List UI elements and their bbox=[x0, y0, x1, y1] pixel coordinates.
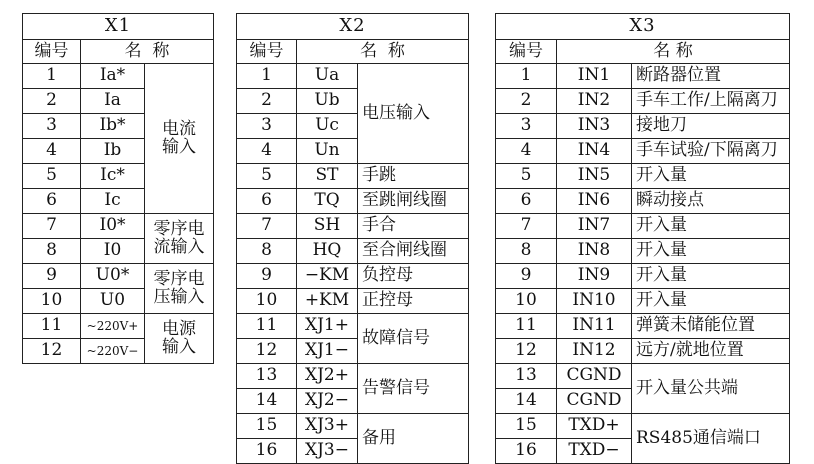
terminal-signal: CGND bbox=[557, 364, 632, 389]
terminal-number: 7 bbox=[237, 214, 297, 239]
terminal-signal: CGND bbox=[557, 389, 632, 414]
group-power-input: 电源 输入 bbox=[145, 314, 214, 364]
terminal-number: 12 bbox=[23, 339, 81, 364]
terminal-number: 4 bbox=[23, 139, 81, 164]
terminal-signal: U0* bbox=[81, 264, 145, 289]
terminal-signal: Ia bbox=[81, 89, 145, 114]
terminal-number: 16 bbox=[496, 439, 557, 464]
terminal-signal: IN10 bbox=[557, 289, 632, 314]
terminal-number: 15 bbox=[496, 414, 557, 439]
terminal-number: 6 bbox=[23, 189, 81, 214]
terminal-number: 9 bbox=[237, 264, 297, 289]
terminal-signal: Ib* bbox=[81, 114, 145, 139]
terminal-signal: IN2 bbox=[557, 89, 632, 114]
terminal-number: 7 bbox=[496, 214, 557, 239]
fault-signal-label: 故障信号 bbox=[358, 314, 469, 364]
terminal-table-x2 bbox=[236, 13, 469, 464]
terminal-number: 5 bbox=[496, 164, 557, 189]
terminal-description: 断路器位置 bbox=[632, 64, 790, 89]
terminal-signal: IN8 bbox=[557, 239, 632, 264]
terminal-signal: TQ bbox=[297, 189, 358, 214]
spare-label: 备用 bbox=[358, 414, 469, 464]
terminal-number: 1 bbox=[496, 64, 557, 89]
header-number: 编号 bbox=[237, 40, 297, 64]
terminal-signal: U0 bbox=[81, 289, 145, 314]
terminal-signal: Ub bbox=[297, 89, 358, 114]
terminal-signal: HQ bbox=[297, 239, 358, 264]
terminal-number: 3 bbox=[237, 114, 297, 139]
terminal-signal: XJ2+ bbox=[297, 364, 358, 389]
terminal-signal: Un bbox=[297, 139, 358, 164]
terminal-description: 开入量 bbox=[632, 164, 790, 189]
terminal-number: 8 bbox=[237, 239, 297, 264]
terminal-signal: TXD+ bbox=[557, 414, 632, 439]
terminal-signal: I0* bbox=[81, 214, 145, 239]
terminal-signal: Ua bbox=[297, 64, 358, 89]
terminal-signal: IN11 bbox=[557, 314, 632, 339]
terminal-signal: +KM bbox=[297, 289, 358, 314]
terminal-signal: Ic* bbox=[81, 164, 145, 189]
table-title: X3 bbox=[496, 14, 790, 40]
terminal-description: 接地刀 bbox=[632, 114, 790, 139]
terminal-signal: −KM bbox=[297, 264, 358, 289]
voltage-input-label: 电压输入 bbox=[358, 64, 469, 164]
terminal-number: 3 bbox=[496, 114, 557, 139]
terminal-description: 开入量 bbox=[632, 289, 790, 314]
terminal-signal: Ia* bbox=[81, 64, 145, 89]
terminal-number: 11 bbox=[496, 314, 557, 339]
terminal-signal: IN7 bbox=[557, 214, 632, 239]
terminal-signal: XJ1− bbox=[297, 339, 358, 364]
terminal-signal: Ic bbox=[81, 189, 145, 214]
terminal-number: 11 bbox=[23, 314, 81, 339]
terminal-description: 开入量 bbox=[632, 239, 790, 264]
header-number: 编号 bbox=[23, 40, 81, 64]
terminal-number: 10 bbox=[23, 289, 81, 314]
terminal-number: 9 bbox=[496, 264, 557, 289]
terminal-description: 至合闸线圈 bbox=[358, 239, 469, 264]
terminal-number: 2 bbox=[237, 89, 297, 114]
terminal-number: 15 bbox=[237, 414, 297, 439]
terminal-signal: ~220V+ bbox=[81, 314, 145, 339]
terminal-signal: ST bbox=[297, 164, 358, 189]
terminal-description: 正控母 bbox=[358, 289, 469, 314]
terminal-number: 3 bbox=[23, 114, 81, 139]
terminal-number: 4 bbox=[237, 139, 297, 164]
terminal-description: 手车试验/下隔离刀 bbox=[632, 139, 790, 164]
terminal-signal: XJ3− bbox=[297, 439, 358, 464]
terminal-number: 7 bbox=[23, 214, 81, 239]
terminal-number: 5 bbox=[237, 164, 297, 189]
common-terminal-label: 开入量公共端 bbox=[632, 364, 790, 414]
terminal-signal: XJ3+ bbox=[297, 414, 358, 439]
terminal-description: 负控母 bbox=[358, 264, 469, 289]
terminal-description: 弹簧未储能位置 bbox=[632, 314, 790, 339]
terminal-signal: ~220V− bbox=[81, 339, 145, 364]
terminal-number: 12 bbox=[237, 339, 297, 364]
group-zero-voltage-input: 零序电 压输入 bbox=[145, 264, 214, 314]
terminal-signal: Ib bbox=[81, 139, 145, 164]
terminal-signal: IN1 bbox=[557, 64, 632, 89]
terminal-description: 手合 bbox=[358, 214, 469, 239]
terminal-signal: Uc bbox=[297, 114, 358, 139]
terminal-signal: IN5 bbox=[557, 164, 632, 189]
terminal-signal: SH bbox=[297, 214, 358, 239]
terminal-number: 8 bbox=[23, 239, 81, 264]
terminal-number: 6 bbox=[237, 189, 297, 214]
terminal-description: 手车工作/上隔离刀 bbox=[632, 89, 790, 114]
table-title: X1 bbox=[23, 14, 214, 40]
terminal-number: 16 bbox=[237, 439, 297, 464]
terminal-number: 12 bbox=[496, 339, 557, 364]
terminal-number: 13 bbox=[237, 364, 297, 389]
alarm-signal-label: 告警信号 bbox=[358, 364, 469, 414]
terminal-signal: XJ1+ bbox=[297, 314, 358, 339]
terminal-number: 1 bbox=[237, 64, 297, 89]
terminal-signal: IN3 bbox=[557, 114, 632, 139]
header-name: 名 称 bbox=[297, 40, 469, 64]
rs485-port-label: RS485通信端口 bbox=[632, 414, 790, 464]
terminal-signal: IN6 bbox=[557, 189, 632, 214]
terminal-table-x1 bbox=[22, 13, 214, 364]
terminal-signal: I0 bbox=[81, 239, 145, 264]
group-current-input: 电流 输入 bbox=[145, 64, 214, 214]
terminal-signal: IN4 bbox=[557, 139, 632, 164]
group-zero-current-input: 零序电 流输入 bbox=[145, 214, 214, 264]
header-number: 编号 bbox=[496, 40, 557, 64]
terminal-number: 1 bbox=[23, 64, 81, 89]
terminal-number: 2 bbox=[496, 89, 557, 114]
terminal-description: 至跳闸线圈 bbox=[358, 189, 469, 214]
terminal-description: 手跳 bbox=[358, 164, 469, 189]
terminal-signal: XJ2− bbox=[297, 389, 358, 414]
terminal-number: 8 bbox=[496, 239, 557, 264]
terminal-description: 开入量 bbox=[632, 214, 790, 239]
table-title: X2 bbox=[237, 14, 469, 40]
terminal-number: 10 bbox=[237, 289, 297, 314]
terminal-table-x3 bbox=[495, 13, 790, 464]
terminal-number: 5 bbox=[23, 164, 81, 189]
terminal-number: 11 bbox=[237, 314, 297, 339]
terminal-signal: TXD− bbox=[557, 439, 632, 464]
terminal-description: 远方/就地位置 bbox=[632, 339, 790, 364]
terminal-description: 开入量 bbox=[632, 264, 790, 289]
header-name: 名 称 bbox=[81, 40, 214, 64]
terminal-number: 13 bbox=[496, 364, 557, 389]
header-name: 名 称 bbox=[557, 40, 790, 64]
terminal-number: 10 bbox=[496, 289, 557, 314]
terminal-signal: IN9 bbox=[557, 264, 632, 289]
terminal-signal: IN12 bbox=[557, 339, 632, 364]
terminal-number: 4 bbox=[496, 139, 557, 164]
terminal-number: 14 bbox=[496, 389, 557, 414]
terminal-number: 9 bbox=[23, 264, 81, 289]
terminal-description: 瞬动接点 bbox=[632, 189, 790, 214]
terminal-number: 2 bbox=[23, 89, 81, 114]
terminal-number: 6 bbox=[496, 189, 557, 214]
terminal-number: 14 bbox=[237, 389, 297, 414]
